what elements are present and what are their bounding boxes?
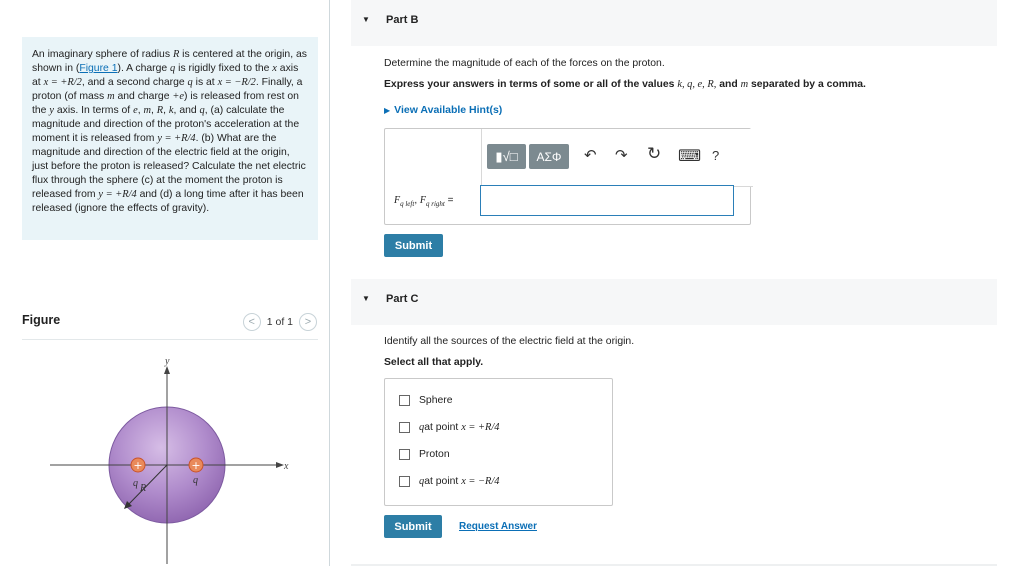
templates-button[interactable]: ▮√□ [487,144,526,169]
math-toolbar [481,129,753,187]
x-axis-arrow [276,462,284,468]
figure-title: Figure [22,313,61,327]
radius-label: R [140,483,147,494]
greek-symbols-button[interactable]: AΣΦ [529,144,569,169]
expand-hint-icon: ▶ [384,106,391,115]
sphere-figure [40,350,300,566]
part-c-prompt: Identify all the sources of the electric field at the origin. [384,336,635,347]
svg-text:+: + [191,459,201,472]
svg-text:+: + [133,459,143,472]
checkbox[interactable] [399,449,410,460]
charge-left [131,458,145,472]
figure-link[interactable]: Figure 1 [79,63,118,74]
choice-sphere[interactable]: Sphere [399,395,453,406]
charge-right [189,458,203,472]
y-axis-arrow [164,366,170,374]
collapse-icon[interactable]: ▼ [362,15,370,24]
charge-left-label: q [133,478,138,489]
part-b-instructions: Express your answers in terms of some or all of the values k, q, e, R, and m separated by a comma. [384,79,866,90]
y-axis-label: y [165,356,170,367]
part-b-prompt: Determine the magnitude of each of the forces on the proton. [384,58,665,69]
answer-input[interactable] [480,185,734,216]
prev-figure-button[interactable]: < [243,313,261,331]
x-axis-label: x [284,461,289,472]
part-c-select-note: Select all that apply. [384,357,484,368]
keyboard-icon[interactable]: ⌨ [678,148,702,165]
problem-statement: An imaginary sphere of radius R is centered at the origin, as shown in (Figure 1). A charge q is rigidly fixed to the x axis at x = +R/2, and a second charge q is at x = −R/2. Finally, a proton (of mass m and charge +e) is released from rest on the y axis. In terms of e, m, R, k, and q, (a) calculate the magnitude and direction of the proton's acceleration at the moment it is released from y = +R/4. (b) What are the magnitude and direction of the electric field at the origin, just before the proton is released? Calculate the net electric flux through the sphere (c) at the moment the proton is released from y = +R/4 and (d) a long time after it has been released (ignore the effects of gravity). [22,37,318,240]
part-b-header[interactable] [351,0,997,46]
next-figure-button[interactable]: > [299,313,317,331]
collapse-icon[interactable]: ▼ [362,294,370,303]
part-b-answer-box [384,128,751,225]
part-c-header[interactable] [351,279,997,325]
undo-icon[interactable]: ↶ [584,147,597,164]
reset-icon[interactable]: ↻ [647,144,662,163]
checkbox[interactable] [399,395,410,406]
figure-pager [243,313,317,331]
panel-divider [329,0,330,566]
checkbox[interactable] [399,476,410,487]
checkbox[interactable] [399,422,410,433]
figure-header [22,312,318,340]
choice-q-minus[interactable]: q at point x = −R/4 [399,476,499,487]
help-icon[interactable]: ? [712,148,720,163]
figure-page-count: 1 of 1 [266,316,293,328]
part-c-title: Part C [386,293,419,305]
charge-right-label: q [193,475,198,486]
answer-variable-label: $F_{q left}$, $F_{q right}$ = [394,195,454,208]
request-answer-link[interactable]: Request Answer [459,521,537,532]
redo-icon[interactable]: ↷ [615,147,628,164]
choice-q-plus[interactable]: q at point x = +R/4 [399,422,499,433]
choice-proton[interactable]: Proton [399,449,450,460]
part-b-submit-button[interactable]: Submit [384,234,443,257]
part-b-title: Part B [386,14,419,26]
part-c-choices [384,378,613,506]
part-c-submit-button[interactable]: Submit [384,515,442,538]
view-hints-link[interactable]: ▶ View Available Hint(s) [384,104,503,116]
